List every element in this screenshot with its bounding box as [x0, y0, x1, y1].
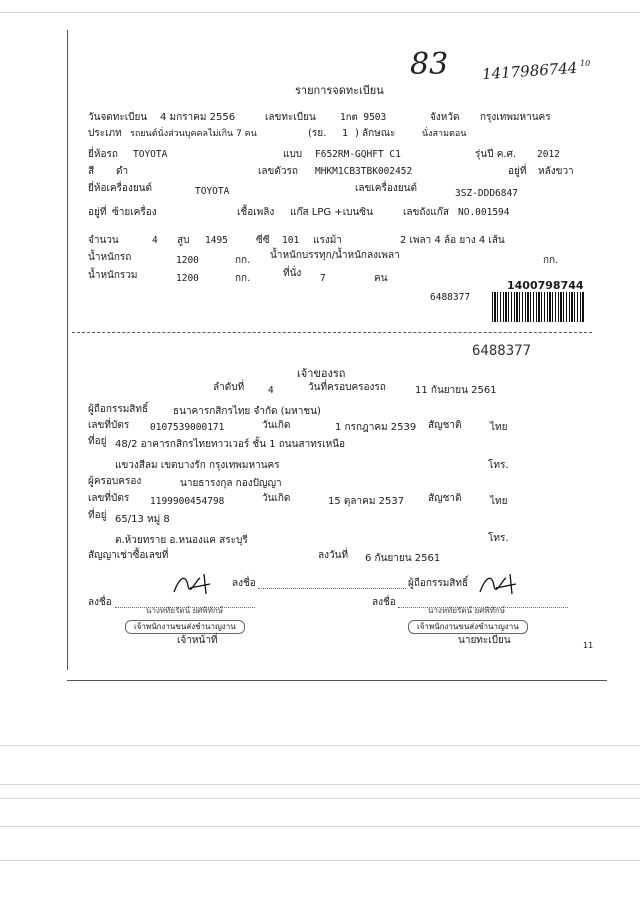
possession-date-label: วันที่ครอบครองรถ	[308, 382, 386, 393]
gas-tank-value: NO.001594	[458, 207, 510, 218]
qty-label: จำนวน	[88, 235, 119, 246]
gross-value: 1200	[176, 273, 199, 284]
seats-value: 7	[320, 273, 326, 284]
holder-addr-label: ที่อยู่	[88, 510, 107, 521]
bottom-border-line	[67, 680, 607, 681]
gross-unit: กก.	[235, 273, 251, 284]
owner-addr-line2: แขวงสีลม เขตบางรัก กรุงเทพมหานคร	[115, 460, 280, 471]
right-signature	[476, 570, 526, 600]
contract-date-value: 6 กันยายน 2561	[365, 553, 441, 564]
fuel-label: เชื้อเพลิง	[237, 207, 275, 218]
hp-label: แรงม้า	[313, 235, 342, 246]
holder-birth-label: วันเกิด	[262, 493, 291, 504]
reg-date-value: 4 มกราคม 2556	[160, 112, 236, 123]
engine-loc-label: อยู่ที่	[88, 207, 107, 218]
left-role-box: เจ้าพนักงานขนส่งชำนาญงาน	[125, 620, 245, 634]
owner-section-title: เจ้าของรถ	[297, 367, 346, 380]
seats-unit: คน	[374, 273, 388, 284]
color-label: สี	[88, 166, 95, 177]
seq-label: ลำดับที่	[213, 382, 245, 393]
holder-birth-value: 15 ตุลาคม 2537	[328, 496, 405, 507]
page-number: 11	[583, 641, 594, 650]
load-label: น้ำหนักบรรทุก/น้ำหนักลงเพลา	[270, 250, 400, 261]
handwritten-superscript: 10	[580, 59, 591, 68]
owner-addr-label: ที่อยู่	[88, 436, 107, 447]
chassis-value: MHKM1CB3TBK002452	[315, 166, 413, 177]
owner-addr-line1: 48/2 อาคารกสิกรไทยทาวเวอร์ ชั้น 1 ถนนสาทรเหนือ	[115, 439, 346, 450]
chassis-label: เลขตัวรถ	[258, 166, 298, 177]
right-name-print: นางหทัยรัตน์ ยศพิทักษ์	[428, 606, 506, 615]
axles-value: 2 เพลา 4 ล้อ ยาง 4 เส้น	[400, 235, 505, 246]
left-border-line	[67, 30, 68, 670]
holder-tel-label: โทร.	[488, 533, 509, 544]
gross-label: น้ำหนักรวม	[88, 270, 138, 281]
brand-label: ยี่ห้อรถ	[88, 149, 118, 160]
sign-mid-line	[258, 588, 406, 589]
owner-label: ผู้ถือกรรมสิทธิ์	[88, 404, 149, 415]
left-signature	[170, 570, 220, 600]
owner-tel-label: โทร.	[488, 460, 509, 471]
engine-no-label: เลขเครื่องยนต์	[355, 183, 417, 194]
sign-owner-label: ผู้ถือกรรมสิทธิ์	[408, 578, 469, 589]
qty-value: 4	[152, 235, 158, 246]
section-divider	[72, 332, 592, 333]
weight-label: น้ำหนักรถ	[88, 252, 132, 263]
cc-label: ซีซี	[256, 235, 270, 246]
holder-addr-line1: 65/13 หมู่ 8	[115, 514, 170, 525]
owner-id-label: เลขที่บัตร	[88, 420, 130, 431]
barcode-number: 1400798744	[507, 279, 584, 292]
load-unit: กก.	[543, 255, 559, 266]
location-label: อยู่ที่	[508, 166, 527, 177]
ry-close: )	[355, 128, 359, 139]
cyl-label: สูบ	[177, 235, 190, 246]
scan-artifact-line	[0, 798, 640, 799]
reg-date-label: วันจดทะเบียน	[88, 112, 148, 123]
ry-label: (รย.	[308, 128, 327, 139]
handwritten-number: 83	[410, 47, 449, 82]
sign-mid-label: ลงชื่อ	[232, 578, 256, 589]
holder-addr-line2: ต.ห้วยทราย อ.หนองแค สระบุรี	[115, 535, 248, 546]
engine-brand-value: TOYOTA	[195, 186, 230, 197]
owner-nat-value: ไทย	[490, 422, 508, 433]
right-role-box: เจ้าพนักงานขนส่งชำนาญงาน	[408, 620, 528, 634]
owner-birth-label: วันเกิด	[262, 420, 291, 431]
left-role: เจ้าหน้าที่	[177, 635, 218, 646]
scan-artifact-line	[0, 784, 640, 785]
weight-value: 1200	[176, 255, 199, 266]
possession-date-value: 11 กันยายน 2561	[415, 385, 497, 396]
ref-number: 6488377	[430, 292, 471, 303]
plate-value: 1กต 9503	[340, 112, 387, 123]
handwritten-id: 1417986744	[481, 58, 578, 84]
barcode	[492, 292, 584, 322]
fuel-value: แก๊ส LPG +เบนซิน	[290, 207, 373, 218]
seats-label: ที่นั่ง	[283, 268, 302, 279]
right-role: นายทะเบียน	[458, 635, 511, 646]
plate-label: เลขทะเบียน	[265, 112, 316, 123]
holder-id-label: เลขที่บัตร	[88, 493, 130, 504]
engine-loc-value: ซ้ายเครื่อง	[112, 207, 157, 218]
sign-right-label: ลงชื่อ	[372, 597, 396, 608]
nature-label: ลักษณะ	[362, 128, 396, 139]
page-title: รายการจดทะเบียน	[295, 84, 384, 97]
owner-birth-value: 1 กรกฎาคม 2539	[335, 422, 417, 433]
contract-date-label: ลงวันที่	[318, 550, 349, 561]
engine-no-value: 3SZ-DDD6847	[455, 188, 518, 199]
holder-nat-value: ไทย	[490, 496, 508, 507]
contract-label: สัญญาเช่าซื้อเลขที่	[88, 550, 169, 561]
year-value: 2012	[537, 149, 560, 160]
stamp-number: 6488377	[472, 343, 532, 359]
cyl-value: 1495	[205, 235, 228, 246]
location-value: หลังขวา	[538, 166, 574, 177]
weight-unit: กก.	[235, 255, 251, 266]
scan-artifact-line	[0, 12, 640, 13]
gas-tank-label: เลขถังแก๊ส	[403, 207, 449, 218]
seq-value: 4	[268, 385, 274, 396]
type-label: ประเภท	[88, 128, 122, 139]
sign-left-label: ลงชื่อ	[88, 597, 112, 608]
cc-value: 101	[282, 235, 300, 246]
type-value: รถยนต์นั่งส่วนบุคคลไม่เกิน 7 คน	[130, 129, 257, 139]
holder-value: นายธารงกุล กองปัญญา	[180, 478, 282, 489]
owner-id-value: 0107539000171	[150, 422, 225, 433]
province-label: จังหวัด	[430, 112, 460, 123]
model-value: F652RM-GQHFT C1	[315, 149, 401, 160]
model-label: แบบ	[283, 149, 303, 160]
ry-value: 1	[342, 128, 349, 139]
holder-nat-label: สัญชาติ	[428, 493, 462, 504]
owner-nat-label: สัญชาติ	[428, 420, 462, 431]
scan-artifact-line	[0, 860, 640, 861]
left-name-print: นางหทัยรัตน์ ยศพิทักษ์	[146, 606, 224, 615]
nature-value: นั่งสามตอน	[422, 129, 467, 139]
holder-id-value: 1199900454798	[150, 496, 225, 507]
holder-label: ผู้ครอบครอง	[88, 476, 142, 487]
scan-artifact-line	[0, 826, 640, 827]
engine-brand-label: ยี่ห้อเครื่องยนต์	[88, 183, 153, 194]
owner-value: ธนาคารกสิกรไทย จำกัด (มหาชน)	[173, 406, 321, 417]
scan-artifact-line	[0, 745, 640, 746]
brand-value: TOYOTA	[133, 149, 168, 160]
color-value: ดำ	[116, 166, 129, 177]
year-label: รุ่นปี ค.ศ.	[475, 149, 517, 160]
province-value: กรุงเทพมหานคร	[480, 112, 551, 123]
